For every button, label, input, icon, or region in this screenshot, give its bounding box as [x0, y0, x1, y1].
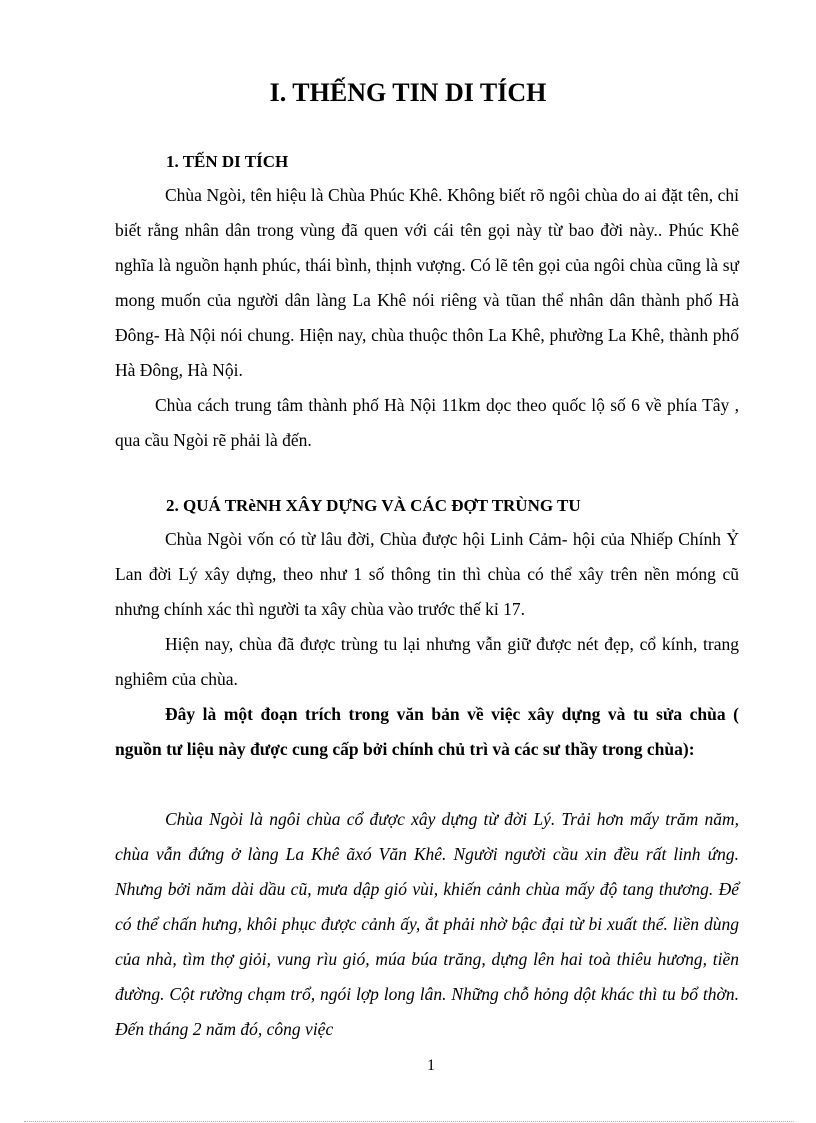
section-heading-name: 1. TẾN DI TÍCH	[166, 152, 289, 171]
paragraph-name-origin: Chùa Ngòi, tên hiệu là Chùa Phúc Khê. Không biết rõ ngôi chùa do ai đặt tên, chỉ biết rằng nhân dân trong vùng đã quen với cái tên gọi này từ bao đời này.. Phúc Khê nghĩa là nguồn hạnh phúc, thái bình, thịnh vượng. Có lẽ tên gọi của ngôi chùa cũng là sự mong muốn của người dân làng La Khê nói riêng và tũan thể nhân dân thành phố Hà Đông- Hà Nội nói chung. Hiện nay, chùa thuộc thôn La Khê, phường La Khê, thành phố Hà Đông, Hà Nội.	[115, 185, 739, 380]
paragraph-excerpt-quote: Chùa Ngòi là ngôi chùa cổ được xây dựng từ đời Lý. Trải hơn mấy trăm năm, chùa vẫn đứng ở làng La Khê ãxó Văn Khê. Người người cầu xin đều rất linh ứng. Nhưng bởi năm dài dầu cũ, mưa dập gió vùi, khiến cảnh chùa mấy độ tang thương. Để có thể chấn hưng, khôi phục được cảnh ấy, ắt phải nhờ bậc đại từ bi xuất thế. liền dùng của nhà, tìm thợ giỏi, vung rìu gió, múa búa trăng, dựng lên hai toà thiêu hương, tiền đường. Cột rường chạm trổ, ngói lợp long lân. Những chỗ hỏng dột khác thì tu bổ thờn. Đến tháng 2 năm đó, công việc	[115, 809, 739, 1039]
page-bottom-divider	[24, 1121, 794, 1122]
page-title: I. THẾNG TIN DI TÍCH	[269, 78, 547, 107]
paragraph-location: Chùa cách trung tâm thành phố Hà Nội 11km dọc theo quốc lộ số 6 về phía Tây , qua cầu Ngòi rẽ phải là đến.	[115, 395, 739, 450]
paragraph-excerpt-intro: Đây là một đoạn trích trong văn bản về việc xây dựng và tu sửa chùa ( nguồn tư liệu này được cung cấp bởi chính chủ trì và các sư thầy trong chùa):	[115, 704, 739, 759]
page-number: 1	[427, 1057, 435, 1074]
paragraph-construction: Chùa Ngòi vốn có từ lâu đời, Chùa được hội Linh Cảm- hội của Nhiếp Chính Ỷ Lan đời Lý xây dựng, theo như 1 số thông tin thì chùa có thể xây trên nền móng cũ nhưng chính xác thì người ta xây chùa vào trước thế kỉ 17.	[115, 529, 739, 619]
paragraph-restoration: Hiện nay, chùa đã được trùng tu lại nhưng vẫn giữ được nét đẹp, cổ kính, trang nghiêm của chùa.	[115, 634, 739, 689]
section-heading-history: 2. QUÁ TRèNH XÂY DỰNG VÀ CÁC ĐỢT TRÙNG TU	[166, 496, 581, 515]
